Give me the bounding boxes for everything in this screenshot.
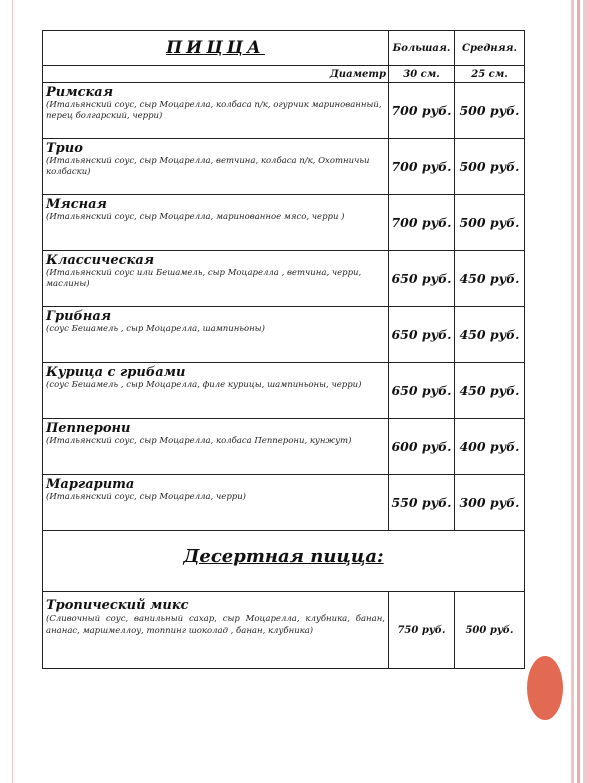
item-cell: [43, 307, 389, 363]
price-big: 650 руб.: [389, 307, 455, 363]
item-cell: [43, 83, 389, 139]
price-medium: 450 руб.: [455, 307, 525, 363]
price-medium: 300 руб.: [455, 475, 525, 531]
pizza-name: Курица с грибами: [46, 365, 186, 380]
pizza-description: (Итальянский соус, сыр Моцарелла, колбаса п/к, огурчик маринованный, перец болгарский, черри): [46, 100, 382, 121]
item-cell: [43, 139, 389, 195]
pizza-name: Маргарита: [46, 477, 135, 492]
item-cell: [43, 195, 389, 251]
menu-item-row: [43, 83, 525, 139]
price-big: 700 руб.: [389, 139, 455, 195]
price-medium: 500 руб.: [455, 139, 525, 195]
size-header-big: Большая.: [389, 31, 455, 66]
dessert-pizza-description: (Сливочный соус, ванильный сахар, сыр Моцарелла, клубника, банан, ананас, маршмеллоу, топпинг шоколад , банан, клубника): [46, 614, 385, 636]
dessert-pizza-name: Тропический микс: [46, 598, 189, 613]
pizza-description: (Итальянский соус, сыр Моцарелла, маринованное мясо, черри ): [46, 212, 345, 222]
price-big: 650 руб.: [389, 251, 455, 307]
price-big: 700 руб.: [389, 83, 455, 139]
page-margin-rule: [12, 0, 13, 783]
menu-item-row: [43, 139, 525, 195]
price-medium: 500 руб.: [455, 195, 525, 251]
menu-item-row: [43, 307, 525, 363]
diameter-big: 30 см.: [389, 66, 455, 83]
pizza-name: Трио: [46, 141, 83, 156]
price-medium: 450 руб.: [455, 363, 525, 419]
price-big: 650 руб.: [389, 363, 455, 419]
diameter-medium: 25 см.: [455, 66, 525, 83]
pizza-name: Мясная: [46, 197, 107, 212]
price-big: 700 руб.: [389, 195, 455, 251]
pizza-name: Пепперони: [46, 421, 131, 436]
pizza-description: (Итальянский соус, сыр Моцарелла, колбаса Пепперони, кунжут): [46, 436, 352, 446]
menu-item-row: [43, 195, 525, 251]
menu-title-cell: [43, 31, 389, 66]
menu-item-row: [43, 475, 525, 531]
pizza-menu-table: [42, 30, 525, 669]
item-cell: [43, 419, 389, 475]
item-cell: [43, 363, 389, 419]
dessert-header-row: [43, 531, 525, 592]
price-medium: 500 руб.: [455, 83, 525, 139]
item-cell: [43, 251, 389, 307]
menu-header-row: [43, 31, 525, 66]
dessert-price-big: 750 руб.: [389, 592, 455, 669]
dessert-item-row: [43, 592, 525, 669]
menu-item-row: [43, 419, 525, 475]
pizza-description: (соус Бешамель , сыр Моцарелла, филе курицы, шампиньоны, черри): [46, 380, 362, 390]
diameter-label: Диаметр: [43, 66, 389, 83]
item-cell: [43, 475, 389, 531]
price-medium: 450 руб.: [455, 251, 525, 307]
dessert-section-title: Десертная пицца:: [183, 545, 384, 567]
dessert-price-medium: 500 руб.: [455, 592, 525, 669]
pizza-description: (Итальянский соус или Бешамель, сыр Моцарелла , ветчина, черри, маслины): [46, 268, 362, 289]
dessert-item-cell: [43, 592, 389, 669]
diameter-row: [43, 66, 525, 83]
menu-title: ПИЦЦА: [166, 38, 265, 58]
price-big: 550 руб.: [389, 475, 455, 531]
decorative-circle: [527, 656, 563, 720]
page-edge-stripes: [567, 0, 589, 783]
size-header-medium: Средняя.: [455, 31, 525, 66]
pizza-description: (Итальянский соус, сыр Моцарелла, ветчина, колбаса п/к, Охотничьи колбаски): [46, 156, 370, 177]
price-medium: 400 руб.: [455, 419, 525, 475]
pizza-description: (соус Бешамель , сыр Моцарелла, шампиньоны): [46, 324, 265, 334]
price-big: 600 руб.: [389, 419, 455, 475]
dessert-title-cell: [43, 531, 525, 592]
menu-item-row: [43, 363, 525, 419]
pizza-name: Классическая: [46, 253, 155, 268]
pizza-name: Грибная: [46, 309, 112, 324]
pizza-name: Римская: [46, 85, 114, 100]
menu-item-row: [43, 251, 525, 307]
pizza-description: (Итальянский соус, сыр Моцарелла, черри): [46, 492, 246, 502]
